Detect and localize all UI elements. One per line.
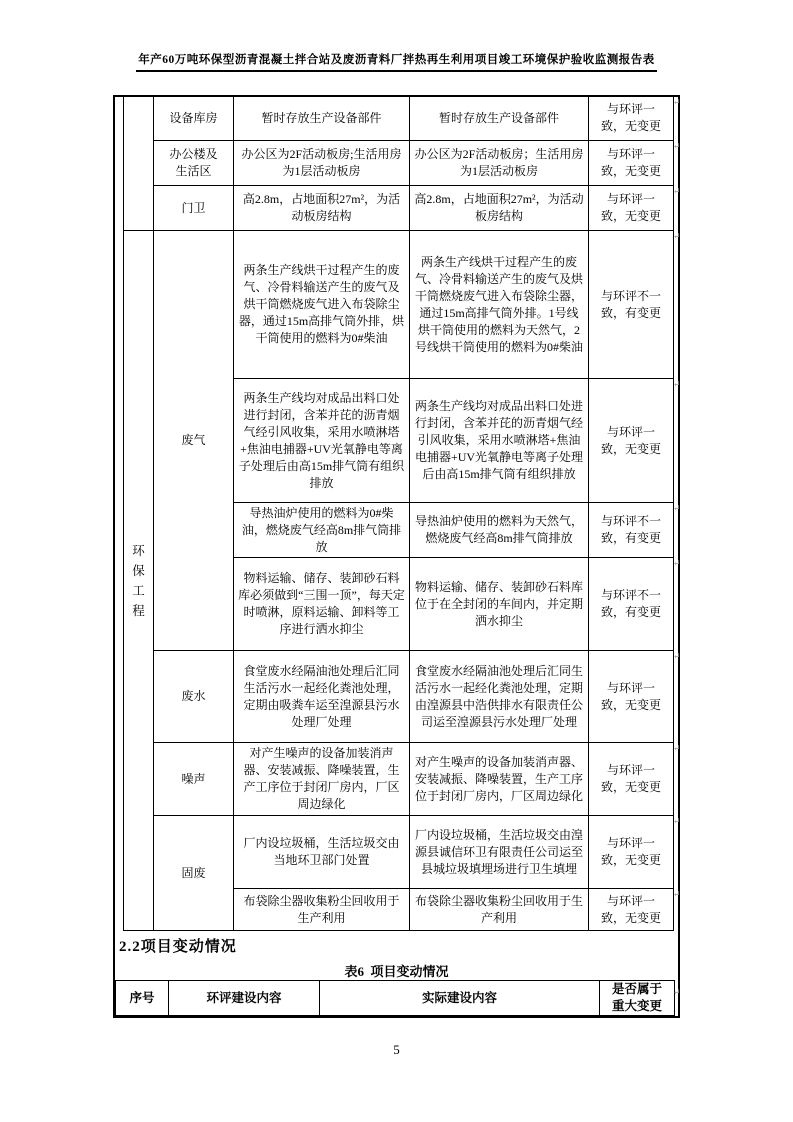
paragraph-mark-icon: ↵ [673,816,681,826]
paragraph-mark-icon: ↵ [673,97,681,107]
eia-content-cell: 两条生产线烘干过程产生的废气、冷骨料输送产生的废气及烘干筒燃烧废气进入布袋除尘器，通过15m高排气筒外排，烘干筒使用的燃料为0#柴油 [234,231,410,379]
paragraph-mark-icon: ↵ [673,231,681,241]
status-cell: 与环评一致，无变更 [589,186,674,231]
actual-content-cell: 导热油炉使用的燃料为天然气，燃烧废气经高8m排气筒排放 [410,503,589,558]
report-header [0,50,793,72]
status-cell: 与环评一致，无变更 [589,141,674,186]
table-row [124,743,674,816]
status-cell: 与环评一致，无变更 [589,96,674,141]
actual-content-cell: 两条生产线均对成品出料口处进行封闭，含苯并芘的沥青烟气经引风收集，采用水喷淋塔+焦油电捕器+UV光氧静电等离子处理后由高15m排气筒有组织排放 [410,379,589,503]
status-cell: 与环评一致，无变更 [589,816,674,889]
table-row [124,816,674,889]
status-cell: 与环评不一致，有变更 [589,231,674,379]
actual-content-cell: 两条生产线烘干过程产生的废气、冷骨料输送产生的废气及烘干筒燃烧废气进入布袋除尘器，通过15m高排气筒外排。1号线烘干筒使用的燃料为天然气，2号线烘干筒使用的燃料为0#柴油 [410,231,589,379]
row-category: 废水 [154,651,234,743]
table6-col-eia: 环评建设内容 [169,981,320,1016]
table6-col-serial: 序号 [116,981,169,1016]
row-category: 门卫 [154,186,234,231]
eia-content-cell: 对产生噪声的设备加装消声器、安装减振、降噪装置，生产工序位于封闭厂房内，厂区周边绿化 [234,743,410,816]
actual-content-cell: 高2.8m，占地面积27m²，为活动板房结构 [410,186,589,231]
actual-content-cell: 暂时存放生产设备部件 [410,96,589,141]
status-cell: 与环评不一致，有变更 [589,503,674,558]
row-category: 固废 [154,816,234,931]
main-table [123,95,674,931]
actual-content-cell: 厂内设垃圾桶，生活垃圾交由湟源县诚信环卫有限责任公司运至县城垃圾填埋场进行卫生填埋 [410,816,589,889]
actual-content-cell: 办公区为2F活动板房；生活用房为1层活动板房 [410,141,589,186]
eia-content-cell: 暂时存放生产设备部件 [234,96,410,141]
row-category: 设备库房 [154,96,234,141]
group-label-vertical: 环保工程 [132,543,145,618]
page-number: 5 [393,1042,400,1057]
status-cell: 与环评一致，无变更 [589,379,674,503]
page-frame [113,95,680,1018]
actual-content-cell: 对产生噪声的设备加装消声器、安装减振、降噪装置，生产工序位于封闭厂房内，厂区周边绿化 [410,743,589,816]
paragraph-mark-icon: ↵ [673,503,681,513]
report-title: 年产60万吨环保型沥青混凝土拌合站及废沥青料厂拌热再生利用项目竣工环境保护验收监测报告表 [136,51,657,72]
status-cell: 与环评一致，无变更 [589,889,674,931]
paragraph-mark-icon: ↵ [673,558,681,568]
eia-content-cell: 高2.8m，占地面积27m²，为活动板房结构 [234,186,410,231]
table6-caption: 表6 项目变动情况 [344,964,449,979]
eia-content-cell: 办公区为2F活动板房;生活用房为1层活动板房 [234,141,410,186]
eia-content-cell: 物料运输、储存、装卸砂石料库必须做到“三围一顶”，每天定时喷淋，原料运输、卸料等工序进行洒水抑尘 [234,558,410,651]
table-row [124,651,674,743]
eia-content-cell: 两条生产线均对成品出料口处进行封闭，含苯并芘的沥青烟气经引风收集，采用水喷淋塔+焦油电捕器+UV光氧静电等离子处理后由高15m排气筒有组织排放 [234,379,410,503]
group-cell-env-works [124,231,154,931]
section-heading: 2.2项目变动情况 [119,939,237,955]
actual-content-cell: 食堂废水经隔油池处理后汇同生活污水一起经化粪池处理，定期由湟源县中浩供排水有限责任公司运至湟源县污水处理厂处理 [410,651,589,743]
paragraph-mark-icon: ↵ [673,987,681,997]
table6-col-actual: 实际建设内容 [320,981,600,1016]
table-row [124,231,674,379]
status-cell: 与环评一致，无变更 [589,743,674,816]
table-row [124,141,674,186]
actual-content-cell: 物料运输、储存、装卸砂石料库位于在全封闭的车间内，并定期洒水抑尘 [410,558,589,651]
eia-content-cell: 厂内设垃圾桶，生活垃圾交由当地环卫部门处置 [234,816,410,889]
status-cell: 与环评一致，无变更 [589,651,674,743]
eia-content-cell: 布袋除尘器收集粉尘回收用于生产利用 [234,889,410,931]
actual-content-cell: 布袋除尘器收集粉尘回收用于生产利用 [410,889,589,931]
eia-content-cell: 食堂废水经隔油池处理后汇同生活污水一起经化粪池处理，定期由吸粪车运至湟源县污水处理厂处理 [234,651,410,743]
table6-col-major-change: 是否属于重大变更 [600,981,675,1016]
table6-header-row [116,981,675,1016]
table6-header-table [115,980,675,1016]
row-category: 办公楼及生活区 [154,141,234,186]
row-category: 废气 [154,231,234,651]
status-cell: 与环评不一致，有变更 [589,558,674,651]
paragraph-mark-icon: ↵ [673,651,681,661]
row-category: 噪声 [154,743,234,816]
paragraph-mark-icon: ↵ [673,379,681,389]
eia-content-cell: 导热油炉使用的燃料为0#柴油，燃烧废气经高8m排气筒排放 [234,503,410,558]
table-row [124,96,674,141]
paragraph-mark-icon: ↵ [673,889,681,899]
paragraph-mark-icon: ↵ [673,186,681,196]
paragraph-mark-icon: ↵ [673,743,681,753]
paragraph-mark-icon: ↵ [673,141,681,151]
table-row [124,186,674,231]
group-cell-empty [124,96,154,231]
